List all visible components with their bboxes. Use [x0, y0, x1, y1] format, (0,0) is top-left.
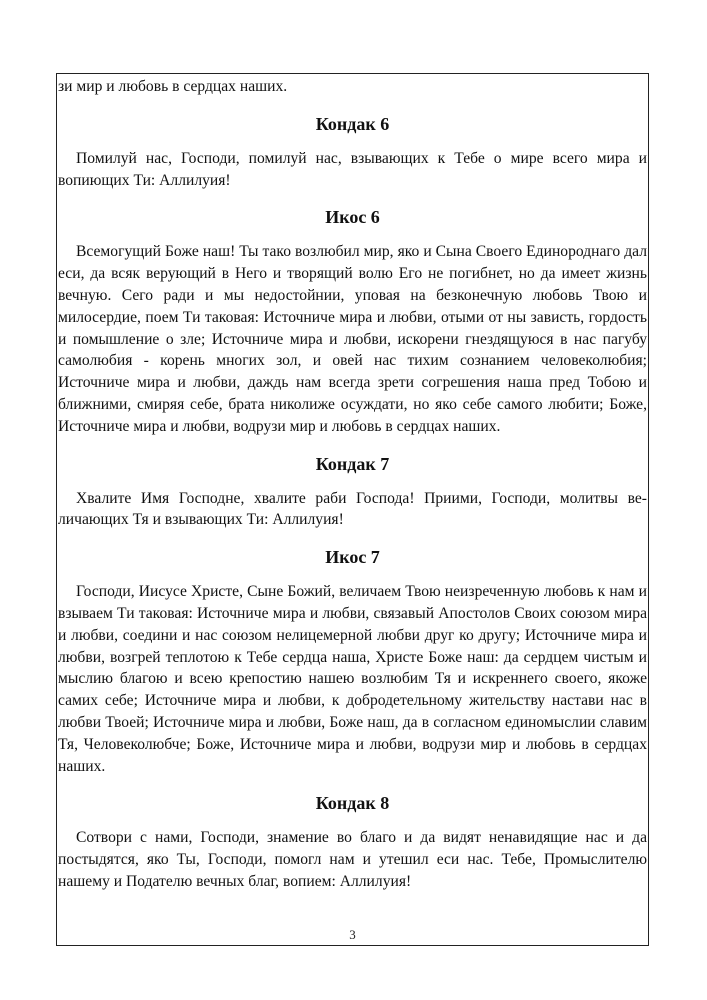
page-number: 3: [349, 927, 356, 942]
section-text-kondak-6: Помилуй нас, Господи, помилуй нас, взывающих к Тебе о мире всего мира и вопиющих Ти: Аллилуия!: [58, 149, 647, 189]
continuation-text: зи мир и любовь в сердцах наших.: [58, 78, 288, 95]
section-text-ikos-6: Всемогущий Боже наш! Ты тако возлюбил мир, яко и Сына Своего Единороднаго дал еси, да всяк верующий в Него и творящий волю Его не погибнет, но да имеет жизнь вечную. Сего ради и мы недостойнии, уповая на безконечную любовь Твою и милосердие, поем Ти таковая: Источниче мира и любви, отыми от ны зависть, гордость и помышление о зле; Источниче мира и любви, искорени гнездящуюся в нас пагубу самолюбия - корень многих зол, и овей нас тихим сознанием человеколюбия; Источниче мира и любви, даждь нам всегда зрети согрешения наша пред Тобою и ближними, смиряя себе, брата николиже осуждати, но яко себе самого любити; Боже, Источниче мира и любви, водрузи мир и любовь в сердцах наших.: [58, 243, 647, 435]
section-text-ikos-7: Господи, Иисусе Христе, Сыне Божий, величаем Твою неизреченную любовь к нам и взываем Ти таковая: Источниче мира и любви, связавый Апостолов Своих союзом мира и любви, соедини и нас союзом нелицемерной любви друг ко другу; Источниче мира и любви, возгрей теплотою к Тебе сердца наша, Христе Боже наш: да сердцем чистым и мыслию благою и всею крепостию нашею возлюбим Тя и искреннего своего, якоже самих себе; Источниче мира и любви, к добродетельному жительству настави нас в любви Твоей; Источниче мира и любви, Боже наш, да в согласном единомыслии славим Тя, Человеколюбче; Боже, Источниче мира и любви, водрузи мир и любовь в сердцах наших.: [58, 583, 647, 775]
section-heading-kondak-8: Кондак 8: [315, 793, 390, 814]
section-heading-ikos-6: Икос 6: [325, 207, 380, 228]
section-text-kondak-8: Сотвори с нами, Господи, знамение во благо и да видят ненавидящие нас и да постыдятся, яко Ты, Господи, помогл нам и утешил еси нас. Тебе, Промыслителю нашему и Подателю вечных благ, вопием: Аллилуия!: [58, 829, 647, 890]
page-content: [58, 76, 647, 893]
section-heading-kondak-7: Кондак 7: [315, 453, 390, 474]
section-text-kondak-7: Хвалите Имя Господне, хвалите раби Господа! Приими, Господи, молитвы величающих Тя и взывающих Ти: Аллилуия!: [58, 489, 647, 529]
section-heading-kondak-6: Кондак 6: [315, 113, 390, 134]
section-heading-ikos-7: Икос 7: [325, 547, 380, 568]
